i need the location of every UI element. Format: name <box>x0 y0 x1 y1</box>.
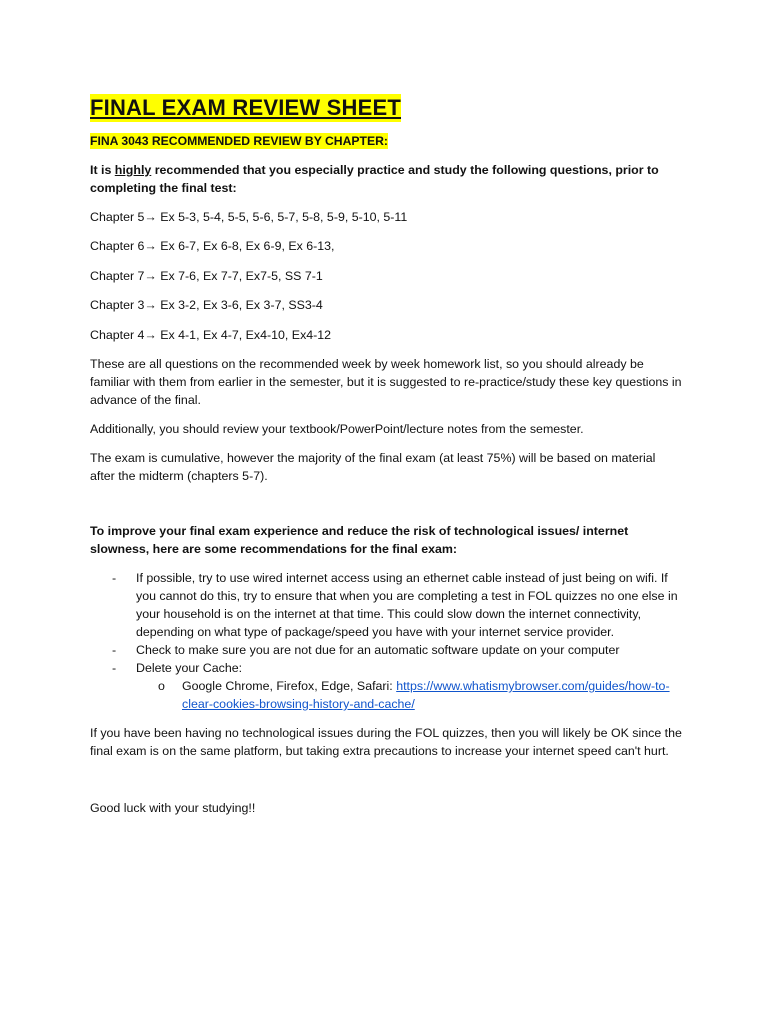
arrow-icon: → <box>144 210 157 224</box>
chapter-line <box>90 326 682 344</box>
sub-list <box>136 677 682 713</box>
list-item-text: Delete your Cache: <box>136 660 243 675</box>
closing-line: Good luck with your studying!! <box>90 800 256 815</box>
chapter-label: Chapter 5 <box>90 210 145 224</box>
intro-emphasis: highly <box>114 163 152 177</box>
homework-paragraph: These are all questions on the recommended week by week homework list, so you should already be familiar with them from earlier in the semester, but it is suggested to re-practice/study these key questions in advance of the final. <box>90 356 682 407</box>
document-body <box>90 94 682 828</box>
chapter-line <box>90 237 682 255</box>
arrow-icon: → <box>144 239 157 254</box>
list-item <box>90 569 682 641</box>
chapter-line <box>90 208 682 226</box>
dash-bullet-icon: - <box>112 660 117 675</box>
list-item <box>90 659 682 713</box>
dash-bullet-icon: - <box>112 570 117 585</box>
list-item <box>90 641 682 659</box>
intro-post: recommended that you especially practice and study the following questions, prior to completing the final test: <box>90 163 659 195</box>
sub-list-item <box>136 677 682 713</box>
chapter-label: Chapter 6 <box>90 239 145 254</box>
chapter-label: Chapter 4 <box>90 327 145 342</box>
circle-bullet-icon: o <box>158 678 165 693</box>
review-paragraph: Additionally, you should review your textbook/PowerPoint/lecture notes from the semester. <box>90 421 584 436</box>
chapter-items: Ex 7-6, Ex 7-7, Ex7-5, SS 7-1 <box>160 268 323 283</box>
list-item-text: If possible, try to use wired internet access using an ethernet cable instead of just being on wifi. If you cannot do this, try to ensure that when you are completing a test in FOL quizzes no one else in your household is on the internet at that time. This could slow down the internet connectivity, depending on what type of package/speed you have with your internet service provider. <box>136 570 678 639</box>
tech-heading: To improve your final exam experience and reduce the risk of technological issues/ internet slowness, here are some recommendations for the final exam: <box>90 523 629 556</box>
list-item-text: Check to make sure you are not due for an automatic software update on your computer <box>136 642 620 657</box>
arrow-icon: → <box>144 298 157 313</box>
platform-paragraph: If you have been having no technological issues during the FOL quizzes, then you will likely be OK since the final exam is on the same platform, but taking extra precautions to increase your internet speed can't hurt. <box>90 725 682 758</box>
spacer <box>90 771 682 799</box>
page-title: FINAL EXAM REVIEW SHEET <box>90 95 401 120</box>
chapter-items: Ex 6-7, Ex 6-8, Ex 6-9, Ex 6-13, <box>160 239 335 254</box>
chapter-items: Ex 4-1, Ex 4-7, Ex4-10, Ex4-12 <box>160 327 332 342</box>
cache-guide-link[interactable]: https://www.whatismybrowser.com/guides/how-to-clear-cookies-browsing-history-and-cache/ <box>182 678 670 711</box>
chapter-label: Chapter 3 <box>90 298 145 313</box>
chapter-line <box>90 267 682 285</box>
intro-pre: It is <box>90 163 115 177</box>
arrow-icon: → <box>144 327 157 342</box>
intro-paragraph <box>90 161 682 197</box>
cumulative-paragraph: The exam is cumulative, however the majority of the final exam (at least 75%) will be based on material after the midterm (chapters 5-7). <box>90 450 656 483</box>
arrow-icon: → <box>144 268 157 283</box>
chapter-label: Chapter 7 <box>90 268 145 283</box>
sub-item-text: Google Chrome, Firefox, Edge, Safari: <box>182 678 397 693</box>
chapter-items: Ex 5-3, 5-4, 5-5, 5-6, 5-7, 5-8, 5-9, 5-10, 5-11 <box>160 210 408 224</box>
chapter-line <box>90 296 682 314</box>
chapter-items: Ex 3-2, Ex 3-6, Ex 3-7, SS3-4 <box>160 298 323 313</box>
spacer <box>90 496 682 522</box>
dash-bullet-icon: - <box>112 642 117 657</box>
recommendation-list <box>90 569 682 713</box>
subtitle: FINA 3043 RECOMMENDED REVIEW BY CHAPTER: <box>90 134 388 148</box>
